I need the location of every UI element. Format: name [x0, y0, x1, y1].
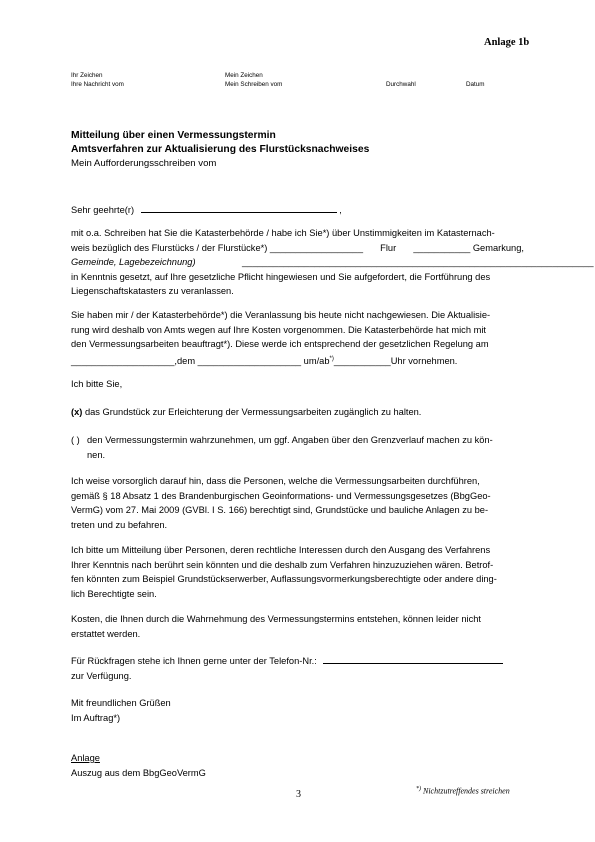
option-1-text: das Grundstück zur Erleichterung der Vermessungsarbeiten zugänglich zu halten. [84, 407, 422, 417]
ref-durchwahl: Durchwahl [386, 81, 416, 88]
attachment-text: Auszug aus dem BbgGeoVermG [71, 767, 206, 778]
ref-ihr-zeichen: Ihr Zeichen [71, 72, 103, 79]
footnote-text: Nichtzutreffendes streichen [423, 786, 510, 796]
p1-line2-c: ___________ Gemarkung, [413, 242, 524, 253]
paragraph-4 [71, 474, 524, 532]
paragraph-2 [71, 308, 524, 368]
attachment [71, 751, 206, 780]
paragraph-7 [71, 654, 524, 683]
document-title: Mitteilung über einen Vermessungstermin [71, 130, 276, 141]
option-2 [71, 433, 524, 462]
closing-line1: Mit freundlichen Grüßen [71, 698, 171, 708]
ref-mein-schreiben: Mein Schreiben vom [225, 81, 283, 88]
request-letter-reference: Mein Aufforderungsschreiben vom [71, 158, 217, 169]
p2-line4 [71, 352, 524, 369]
salutation [71, 203, 342, 218]
p4-line1: Ich weise vorsorglich darauf hin, dass die Personen, welche die Vermessungsarbeiten durchführen, [71, 476, 480, 486]
p7-line1 [71, 654, 524, 669]
p1-line2 [71, 241, 524, 256]
p6-line1: Kosten, die Ihnen durch die Wahrnehmung des Vermessungstermins entstehen, können leider nicht [71, 614, 481, 624]
p2-line4-sup: *) [329, 355, 334, 362]
p6-line2: erstattet werden. [71, 628, 141, 639]
page-number: 3 [296, 789, 301, 800]
closing [71, 696, 171, 725]
paragraph-6 [71, 612, 524, 641]
option-1-checkbox: (x) [71, 407, 83, 417]
attachment-label: Anlage [71, 753, 100, 763]
closing-line2: Im Auftrag*) [71, 712, 121, 723]
p1-line4: in Kenntnis gesetzt, auf Ihre gesetzliche Pflicht hingewiesen und Sie aufgefordert, die Fortführung des [71, 271, 491, 282]
p2-line2: rung wird deshalb von Amts wegen auf Ihre Kosten vorgenommen. Die Katasterbehörde hat mich mit [71, 324, 486, 335]
p2-line4-a: ____________________,dem ____________________ um/ab [71, 355, 330, 366]
p1-line3-b: ____________________________________________________________________ [242, 257, 594, 267]
option-2-checkbox: ( ) [71, 435, 80, 445]
p4-line3: VermG) vom 27. Mai 2009 (GVBl. I S. 166) berechtigt sind, Grundstücke und bauliche Anlagen zu be- [71, 505, 489, 515]
ref-mein-zeichen: Mein Zeichen [225, 72, 263, 79]
footnote-mark: *) [416, 786, 421, 792]
document-subtitle: Amtsverfahren zur Aktualisierung des Flurstücksnachweises [71, 144, 370, 155]
p1-line2-a: weis bezüglich des Flurstücks / der Flurstücke*) __________________ [71, 242, 363, 253]
p4-line2: gemäß § 18 Absatz 1 des Brandenburgischen Geoinformations- und Vermessungsgesetzes (BbgGeo- [71, 490, 491, 501]
p5-line1: Ich bitte um Mitteilung über Personen, deren rechtliche Interessen durch den Ausgang des Verfahrens [71, 545, 491, 555]
p2-line4-b: ___________Uhr vornehmen. [333, 355, 458, 366]
p2-line3: den Vermessungsarbeiten beauftragt*). Diese werde ich entsprechend der gesetzlichen Regelung am [71, 339, 489, 349]
option-1 [71, 405, 524, 420]
salutation-comma: , [339, 205, 342, 215]
p5-line3: fen könnten zum Beispiel Grundstückserwerber, Auflassungsvormerkungsberechtigte oder andere ding- [71, 574, 497, 584]
p5-line4: lich Berechtigte sein. [71, 588, 157, 599]
p1-line1: mit o.a. Schreiben hat Sie die Katasterbehörde / habe ich Sie*) über Unstimmigkeiten im Katasternach- [71, 228, 495, 238]
salutation-name-line [141, 203, 337, 213]
p4-line4: treten und zu befahren. [71, 519, 168, 530]
footnote [416, 786, 510, 796]
option-2-row [71, 433, 524, 448]
salutation-text: Sehr geehrte(r) [71, 205, 135, 215]
paragraph-3: Ich bitte Sie, [71, 379, 123, 389]
p7-line2: zur Verfügung. [71, 670, 132, 681]
p1-line3 [71, 255, 594, 270]
option-2-line1: den Vermessungstermin wahrzunehmen, um ggf. Angaben über den Grenzverlauf machen zu kön- [87, 435, 493, 445]
ref-ihre-nachricht: Ihre Nachricht vom [71, 81, 124, 88]
p1-line3-a: Gemeinde, Lagebezeichnung) [71, 257, 196, 267]
option-2-line2: nen. [87, 449, 106, 460]
p5-line2: Ihrer Kenntnis nach berührt sein könnten und die deshalb zum Verfahren hinzuzuziehen wären. Betrof- [71, 559, 494, 570]
phone-number-line [323, 654, 503, 664]
ref-datum: Datum [466, 81, 485, 88]
p1-line2-b: Flur [380, 242, 397, 253]
annex-label: Anlage 1b [484, 37, 530, 48]
paragraph-5 [71, 543, 524, 601]
paragraph-1 [71, 226, 594, 299]
p7-phone-label: Für Rückfragen stehe ich Ihnen gerne unter der Telefon-Nr.: [71, 656, 317, 666]
p1-line5: Liegenschaftskatasters zu veranlassen. [71, 286, 234, 296]
p2-line1: Sie haben mir / der Katasterbehörde*) die Veranlassung bis heute nicht nachgewiesen. Die Aktualisie- [71, 310, 491, 320]
